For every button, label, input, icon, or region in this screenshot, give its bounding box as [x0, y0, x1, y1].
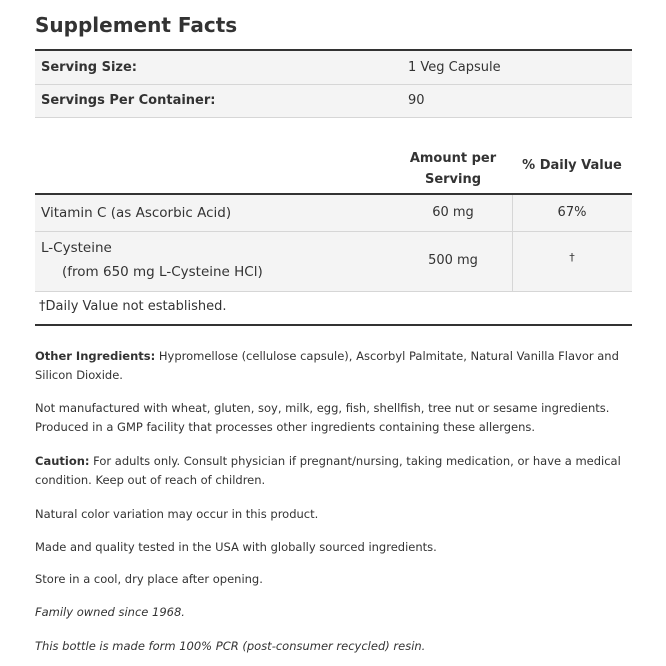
- nutrient-daily-value: †: [569, 251, 575, 264]
- servings-per-container-value: 90: [408, 93, 425, 108]
- other-ingredients-text: Hypromellose (cellulose capsule), Ascorbyl Palmitate, Natural Vanilla Flavor and Silicon Dioxide.: [35, 349, 619, 382]
- nutrient-name-detail: (from 650 mg L-Cysteine HCl): [62, 264, 263, 280]
- daily-value-header: % Daily Value: [522, 158, 622, 173]
- nutrient-daily-value: 67%: [557, 205, 587, 220]
- nutrient-amount: 60 mg: [432, 205, 474, 220]
- bottom-rule: [35, 324, 632, 326]
- caution-text: For adults only. Consult physician if pregnant/nursing, taking medication, or have a medical condition. Keep out of reach of children.: [35, 454, 621, 487]
- nutrient-name: L-Cysteine: [41, 240, 112, 256]
- page-title: Supplement Facts: [35, 13, 238, 37]
- divider: [35, 117, 632, 118]
- other-ingredients: [35, 347, 625, 385]
- serving-size-label: Serving Size:: [41, 60, 138, 75]
- serving-size-value: 1 Veg Capsule: [408, 60, 501, 75]
- allergen-statement: Not manufactured with wheat, gluten, soy, milk, egg, fish, shellfish, tree nut or sesame ingredients. Produced in a GMP facility that processes other ingredients containing these allergens.: [35, 401, 610, 434]
- caution-statement: [35, 452, 625, 490]
- servings-per-container-label: Servings Per Container:: [41, 93, 216, 108]
- caution-label: Caution:: [35, 454, 90, 468]
- nutrient-row-l-cysteine: [35, 232, 632, 291]
- amount-header-line1: Amount per: [409, 151, 497, 166]
- storage-note: Store in a cool, dry place after opening.: [35, 572, 263, 586]
- servings-per-container-row: [35, 85, 632, 117]
- made-in-usa-note: Made and quality tested in the USA with globally sourced ingredients.: [35, 540, 437, 554]
- divider: [35, 291, 632, 292]
- recycled-bottle-note: This bottle is made form 100% PCR (post-consumer recycled) resin.: [35, 639, 426, 653]
- color-variation-note: Natural color variation may occur in this product.: [35, 507, 319, 521]
- footnote: †Daily Value not established.: [39, 299, 227, 314]
- nutrient-row-vitamin-c: [35, 195, 632, 231]
- amount-per-serving-header: [393, 148, 513, 190]
- column-divider: [512, 195, 513, 291]
- amount-header-line2: Serving: [424, 172, 482, 187]
- family-owned-note: Family owned since 1968.: [35, 605, 185, 619]
- serving-size-row: [35, 51, 632, 84]
- nutrient-name: Vitamin C (as Ascorbic Acid): [41, 205, 232, 221]
- other-ingredients-label: Other Ingredients:: [35, 349, 156, 363]
- nutrient-amount: 500 mg: [428, 253, 478, 268]
